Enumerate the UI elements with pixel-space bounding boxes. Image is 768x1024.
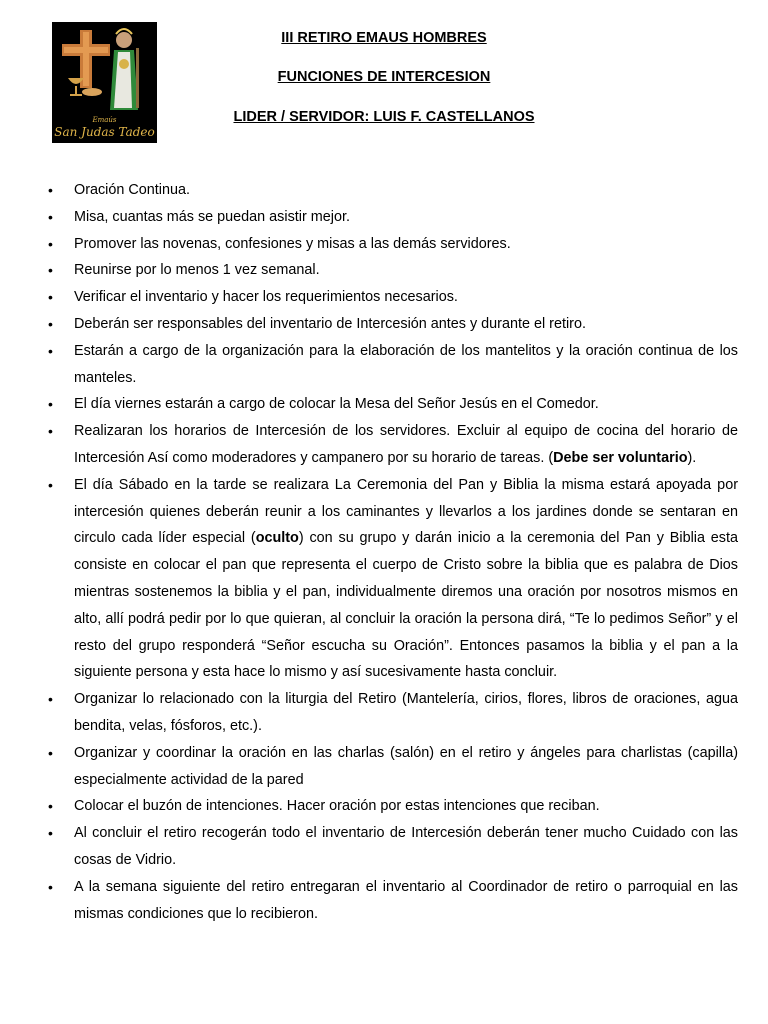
list-item-text: Organizar y coordinar la oración en las charlas (salón) en el retiro y ángeles para charlistas (capilla) especialmente actividad de la pared bbox=[74, 744, 738, 788]
list-item bbox=[48, 284, 738, 311]
logo bbox=[52, 22, 157, 143]
logo-title-text: San Judas Tadeo bbox=[54, 125, 155, 139]
list-item bbox=[48, 177, 738, 204]
list-item-text: Deberán ser responsables del inventario de Intercesión antes y durante el retiro. bbox=[74, 315, 586, 332]
list-item-emphasis: Debe ser voluntario bbox=[553, 449, 688, 466]
list-item bbox=[48, 418, 738, 472]
list-item-text: Promover las novenas, confesiones y misas a las demás servidores. bbox=[74, 235, 511, 252]
document-title: III RETIRO EMAUS HOMBRES bbox=[281, 30, 487, 46]
list-item bbox=[48, 204, 738, 231]
function-list bbox=[48, 177, 738, 927]
list-item bbox=[48, 231, 738, 258]
list-item-text: ). bbox=[687, 449, 697, 466]
list-item bbox=[48, 472, 738, 686]
list-item bbox=[48, 686, 738, 740]
list-item bbox=[48, 874, 738, 928]
list-item bbox=[48, 391, 738, 418]
logo-small-text: Emaús bbox=[92, 116, 117, 124]
list-item bbox=[48, 257, 738, 284]
list-item-text: Verificar el inventario y hacer los requerimientos necesarios. bbox=[74, 289, 458, 306]
list-item-text: El día Sábado en la tarde se realizara La Ceremonia del Pan y Biblia la misma estará apoyada por intercesión quienes deberán reunir a los caminantes y llevarlos a los jardines donde se sentaran en circulo cada líder especial ( bbox=[74, 476, 738, 547]
list-item bbox=[48, 820, 738, 874]
list-item-text: Colocar el buzón de intenciones. Hacer oración por estas intenciones que reciban. bbox=[74, 798, 600, 815]
list-item-text: El día viernes estarán a cargo de colocar la Mesa del Señor Jesús en el Comedor. bbox=[74, 396, 599, 413]
list-item-text: Misa, cuantas más se puedan asistir mejor. bbox=[74, 208, 350, 225]
document-leader: LIDER / SERVIDOR: LUIS F. CASTELLANOS bbox=[233, 109, 535, 125]
list-item-text: ) con su grupo y darán inicio a la ceremonia del Pan y Biblia esta consiste en colocar el pan que representa el cuerpo de Cristo sobre la biblia que es palabra de Dios mientras sostenemos la biblia y el pan, individualmente diremos una oración por nosotros mismos en alto, allí podrá pedir por lo que quieran, al concluir la oración la persona dirá, “Te lo pedimos Señor” y el resto del grupo responderá “Señor escucha su Oración”. Entonces pasamos la biblia y el pan a la siguiente persona y esta hace lo mismo y así sucesivamente hasta concluir. bbox=[74, 530, 739, 681]
list-item-text: Reunirse por lo menos 1 vez semanal. bbox=[74, 262, 320, 279]
list-item bbox=[48, 740, 738, 794]
list-item-text: Estarán a cargo de la organización para la elaboración de los mantelitos y la oración continua de los manteles. bbox=[74, 342, 738, 386]
list-item-emphasis: oculto bbox=[255, 530, 299, 547]
list-item-text: Realizaran los horarios de Intercesión de los servidores. Excluir al equipo de cocina del horario de Intercesión Así como moderadores y campanero por su horario de tareas. ( bbox=[74, 423, 738, 466]
list-item bbox=[48, 793, 738, 820]
list-item bbox=[48, 311, 738, 338]
list-item bbox=[48, 338, 738, 392]
list-item-text: A la semana siguiente del retiro entregaran el inventario al Coordinador de retiro o parroquial en las mismas condiciones que lo recibieron. bbox=[74, 878, 738, 922]
list-item-text: Al concluir el retiro recogerán todo el inventario de Intercesión deberán tener mucho Cuidado con las cosas de Vidrio. bbox=[74, 825, 738, 868]
document-subtitle: FUNCIONES DE INTERCESION bbox=[277, 69, 491, 85]
list-item-text: Organizar lo relacionado con la liturgia del Retiro (Mantelería, cirios, flores, libros de oraciones, agua bendita, velas, fósforos, etc.). bbox=[74, 691, 738, 734]
list-item-text: Oración Continua. bbox=[74, 182, 190, 198]
